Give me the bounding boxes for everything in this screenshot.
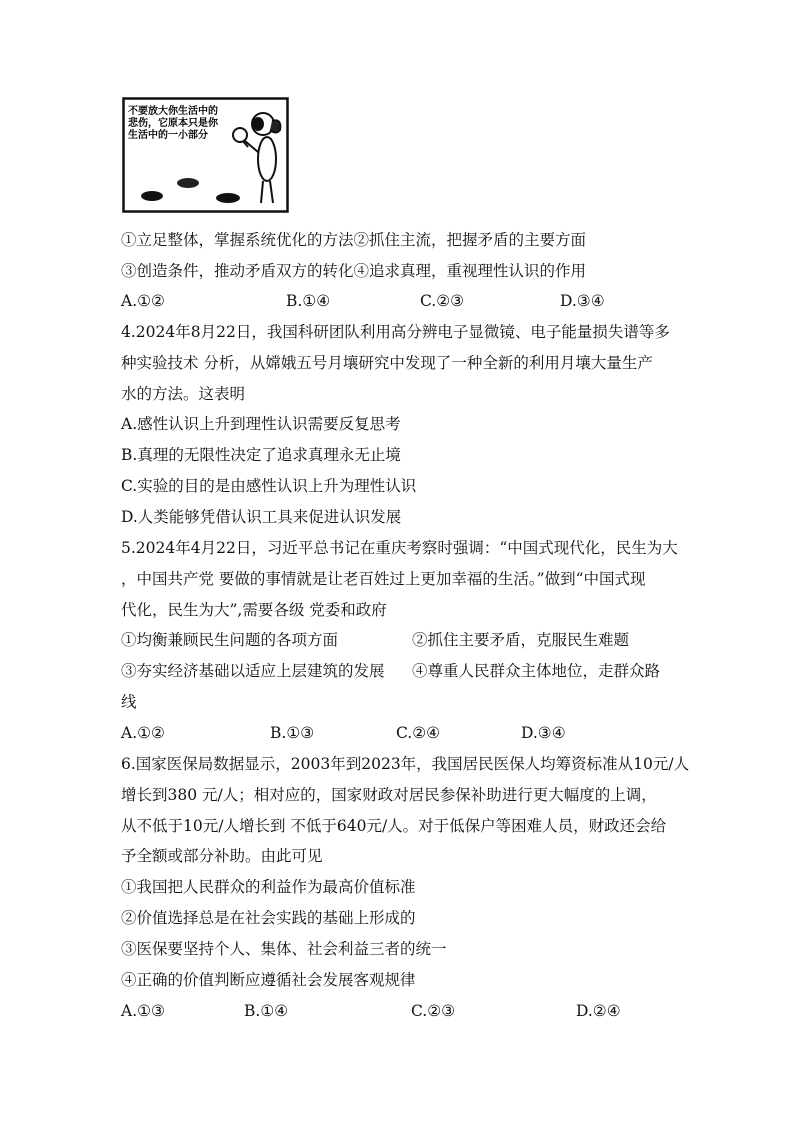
cartoon-caption-line-3: 生活中的一小部分	[128, 130, 208, 141]
q4-option-b[interactable]: B.真理的无限性决定了追求真理永无止境	[121, 446, 401, 464]
q5-statement-3: ③夯实经济基础以适应上层建筑的发展	[121, 662, 385, 680]
q3-option-d[interactable]: D.③④	[560, 292, 605, 310]
cartoon-caption-line-1: 不要放大你生活中的	[128, 106, 218, 117]
q4-stem-line-3: 水的方法。这表明	[121, 385, 246, 403]
q5-option-a[interactable]: A.①②	[121, 724, 165, 742]
q6-option-c[interactable]: C.②③	[411, 1002, 456, 1020]
q5-statement-4: ④尊重人民群众主体地位，走群众路	[412, 662, 661, 680]
q3-option-c[interactable]: C.②③	[420, 292, 465, 310]
q6-stem-line-2: 增长到380 元/人；相对应的，国家财政对居民参保补助进行更大幅度的上调，	[121, 786, 657, 804]
q6-statement-4: ④正确的价值判断应遵循社会发展客观规律	[121, 971, 416, 989]
q4-stem-line-2: 种实验技术 分析，从嫦娥五号月壤研究中发现了一种全新的利用月壤大量生产	[121, 354, 653, 372]
q6-stem-line-3: 从不低于10元/人增长到 不低于640元/人。对于低保户等困难人员，财政还会给	[121, 817, 667, 835]
cartoon-caption-line-2: 悲伤，它原本只是你	[128, 118, 218, 129]
q6-stem-line-1: 6.国家医保局数据显示，2003年到2023年，我国居民医保人均筹资标准从10元/人	[121, 755, 690, 773]
q3-statements-3-4: ③创造条件，推动矛盾双方的转化④追求真理，重视理性认识的作用	[121, 262, 587, 280]
q3-option-b[interactable]: B.①④	[286, 292, 331, 310]
q4-option-a[interactable]: A.感性认识上升到理性认识需要反复思考	[121, 415, 401, 433]
q6-statement-3: ③医保要坚持个人、集体、社会利益三者的统一	[121, 940, 447, 958]
q5-option-b[interactable]: B.①③	[270, 724, 315, 742]
q4-option-c[interactable]: C.实验的目的是由感性认识上升为理性认识	[121, 477, 417, 495]
q3-statements-1-2: ①立足整体，掌握系统优化的方法②抓住主流，把握矛盾的主要方面	[121, 231, 587, 249]
q6-stem-line-4: 予全额或部分补助。由此可见	[121, 847, 323, 865]
q5-option-d[interactable]: D.③④	[521, 724, 566, 742]
q6-statement-2: ②价值选择总是在社会实践的基础上形成的	[121, 909, 416, 927]
q5-statement-1: ①均衡兼顾民生问题的各项方面	[121, 631, 339, 649]
q5-statement-2: ②抓住主要矛盾，克服民生难题	[412, 631, 630, 649]
q5-statement-4-cont: 线	[121, 693, 137, 711]
blob-right	[216, 193, 240, 203]
blob-middle	[177, 178, 199, 188]
q6-option-d[interactable]: D.②④	[576, 1002, 621, 1020]
q6-option-b[interactable]: B.①④	[244, 1002, 289, 1020]
q6-option-a[interactable]: A.①③	[121, 1002, 165, 1020]
q4-option-d[interactable]: D.人类能够凭借认识工具来促进认识发展	[121, 508, 402, 526]
q4-stem-line-1: 4.2024年8月22日，我国科研团队利用高分辨电子显微镜、电子能量损失谱等多	[121, 323, 670, 341]
q5-stem-line-3: 代化，民生为大”,需要各级 党委和政府	[121, 601, 387, 619]
blob-left	[141, 191, 163, 201]
q5-stem-line-1: 5.2024年4月22日，习近平总书记在重庆考察时强调：“中国式现代化，民生为大	[121, 539, 678, 557]
q5-stem-line-2: ，中国共产党 要做的事情就是让老百姓过上更加幸福的生活。”做到“中国式现	[121, 570, 646, 588]
q5-option-c[interactable]: C.②④	[396, 724, 441, 742]
cartoon-illustration	[122, 97, 289, 213]
q6-statement-1: ①我国把人民群众的利益作为最高价值标准	[121, 878, 416, 896]
q3-option-a[interactable]: A.①②	[121, 292, 165, 310]
